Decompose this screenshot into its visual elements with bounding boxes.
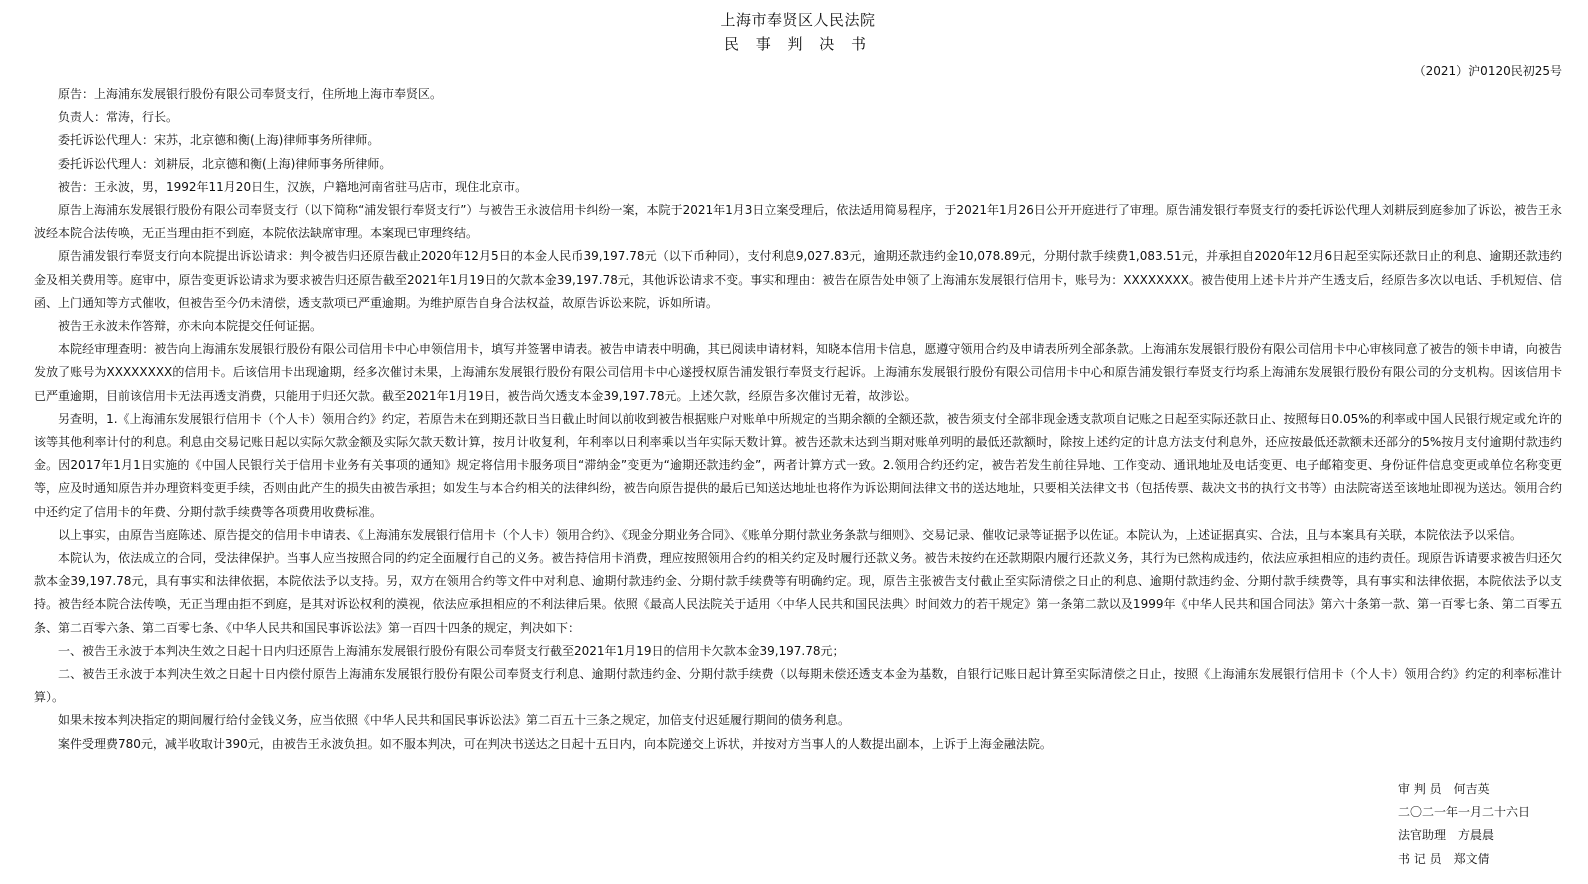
clerk-line: 书 记 员 郑文倩 (1397, 851, 1490, 866)
judge-assistant-line: 法官助理 方晨晨 (1397, 828, 1494, 843)
judge-line: 审 判 员 何吉英 (1397, 782, 1490, 796)
signature-block (1398, 778, 1530, 871)
further-findings-paragraph: 另查明，1.《上海浦东发展银行信用卡（个人卡）领用合约》约定，若原告未在到期还款日当日截止时间以前收到被告根据账户对账单中所规定的当期余额的全额还款，被告须支付全部非现金透支款项自记账之日起至实际还款日止、按照每日0.05%的利率或中国人民银行规定或允许的该等其他利率计付的利息。利息由交易记账日起以实际欠款金额及实际欠款天数计算，按月计收复利，年利率以日利率乘以当年实际天数计算。被告还款未达到当期对账单列明的最低还款额时，除按上述约定的计息方法支付利息外，还应按最低还款额未还部分的5%按月支付逾期付款违约金。因2017年1月1日实施的《中国人民银行关于信用卡业务有关事项的通知》规定将信用卡服务项目“滞纳金”变更为“逾期还款违约金”，两者计算方式一致。2.领用合约还约定，被告若发生前往异地、工作变动、通讯地址及电话变更、电子邮箱变更、身份证件信息变更或单位名称变更等，应及时通知原告并办理资料变更手续，否则由此产生的损失由被告承担；如发生与本合约相关的法律纠纷，被告向原告提供的最后已知送达地址也将作为诉讼期间法律文书的送达地址，只要相关法律文书（包括传票、裁决文书的执行文书等）由法院寄送至该地址即视为送达。领用合约中还约定了信用卡的年费、分期付款手续费等各项费用收费标准。 (34, 411, 1562, 519)
findings-paragraph: 本院经审理查明：被告向上海浦东发展银行股份有限公司信用卡中心申领信用卡，填写并签署申请表。被告申请表中明确，其已阅读申请材料，知晓本信用卡信息，愿遵守领用合约及申请表所列全部条款。上海浦东发展银行股份有限公司信用卡中心审核同意了被告的领卡申请，向被告发放了账号为XXXXXXXX的信用卡。后该信用卡出现逾期，经多次催讨未果，上海浦东发展银行股份有限公司信用卡中心遂授权原告浦发银行奉贤支行起诉。上海浦东发展银行股份有限公司信用卡中心和原告浦发银行奉贤支行均系上海浦东发展银行股份有限公司的分支机构。因该信用卡已严重逾期，目前该信用卡无法再透支消费，只能用于归还欠款。截至2021年1月19日，被告尚欠透支本金39,197.78元。上述欠款，经原告多次催讨无着，故涉讼。 (34, 342, 1562, 403)
defendant-paragraph: 被告：王永波，男，1992年11月20日生，汉族，户籍地河南省驻马店市，现住北京市。 (58, 179, 528, 194)
case-number: （2021）沪0120民初25号 (1413, 64, 1562, 78)
agent-paragraph: 委托诉讼代理人：刘耕辰，北京德和衡(上海)律师事务所律师。 (58, 156, 392, 171)
court-opinion-paragraph: 本院认为，依法成立的合同，受法律保护。当事人应当按照合同的约定全面履行自己的义务。被告持信用卡消费，理应按照领用合约的相关约定及时履行还款义务。被告未按约在还款期限内履行还款义务，其行为已然构成违约，依法应承担相应的违约责任。现原告诉请要求被告归还欠款本金39,197.78元，具有事实和法律依据，本院依法予以支持。另，双方在领用合约等文件中对利息、逾期付款违约金、分期付款手续费等有明确约定。现，原告主张被告支付截止至实际清偿之日止的利息、逾期付款违约金、分期付款手续费等，具有事实和法律依据，本院依法予以支持。被告经本院合法传唤，无正当理由拒不到庭，是其对诉讼权利的漠视，依法应承担相应的不利法律后果。依照《最高人民法院关于适用〈中华人民共和国民法典〉时间效力的若干规定》第一条第二款以及1999年《中华人民共和国合同法》第六十条第一款、第一百零七条、第二百零五条、第二百零六条、第二百零七条、《中华人民共和国民事诉讼法》第一百四十四条的规定，判决如下： (34, 551, 1562, 635)
late-performance-paragraph: 如果未按本判决指定的期间履行给付金钱义务，应当依照《中华人民共和国民事诉讼法》第二百五十三条之规定，加倍支付迟延履行期间的债务利息。 (58, 713, 851, 728)
fee-appeal-paragraph: 案件受理费780元，减半收取计390元，由被告王永波负担。如不服本判决，可在判决书送达之日起十五日内，向本院递交上诉状，并按对方当事人的人数提出副本，上诉于上海金融法院。 (58, 736, 1052, 751)
judgment-date: 二〇二一年一月二十六日 (1397, 805, 1530, 820)
judgment-item: 一、被告王永波于本判决生效之日起十日内归还原告上海浦东发展银行股份有限公司奉贤支行截至2021年1月19日的信用卡欠款本金39,197.78元； (58, 643, 845, 658)
defense-paragraph: 被告王永波未作答辩，亦未向本院提交任何证据。 (58, 319, 323, 334)
document-type-title: 民 事 判 决 书 (723, 35, 873, 53)
judgment-item: 二、被告王永波于本判决生效之日起十日内偿付原告上海浦东发展银行股份有限公司奉贤支行利息、逾期付款违约金、分期付款手续费（以每期未偿还透支本金为基数，自银行记账日起计算至实际清偿之日止，按照《上海浦东发展银行信用卡（个人卡）领用合约》约定的利率标准计算）。 (34, 667, 1562, 705)
judgment-body (34, 83, 1562, 756)
procedure-paragraph: 原告上海浦东发展银行股份有限公司奉贤支行（以下简称“浦发银行奉贤支行”）与被告王永波信用卡纠纷一案，本院于2021年1月3日立案受理后，依法适用简易程序，于2021年1月26日公开开庭进行了审理。原告浦发银行奉贤支行的委托诉讼代理人刘耕辰到庭参加了诉讼，被告王永波经本院合法传唤，无正当理由拒不到庭，本院依法缺席审理。本案现已审理终结。 (34, 203, 1562, 241)
agent-paragraph: 委托诉讼代理人：宋苏，北京德和衡(上海)律师事务所律师。 (58, 133, 380, 148)
plaintiff-paragraph: 原告：上海浦东发展银行股份有限公司奉贤支行，住所地上海市奉贤区。 (58, 87, 443, 101)
responsible-person-paragraph: 负责人：常涛，行长。 (58, 110, 179, 125)
court-name: 上海市奉贤区人民法院 (720, 11, 876, 29)
evidence-paragraph: 以上事实，由原告当庭陈述、原告提交的信用卡申请表、《上海浦东发展银行信用卡（个人卡）领用合约》、《现金分期业务合同》、《账单分期付款业务条款与细则》、交易记录、催收记录等证据予以佐证。本院认为，上述证据真实、合法，且与本案具有关联，本院依法予以采信。 (58, 527, 1523, 542)
claims-paragraph: 原告浦发银行奉贤支行向本院提出诉讼请求：判令被告归还原告截止2020年12月5日的本金人民币39,197.78元（以下币种同），支付利息9,027.83元，逾期还款违约金10,078.89元，分期付款手续费1,083.51元，并承担自2020年12月6日起至实际还款日止的利息、逾期还款违约金及相关费用等。庭审中，原告变更诉讼请求为要求被告归还原告截至2021年1月19日的欠款本金39,197.78元，其他诉讼请求不变。事实和理由：被告在原告处申领了上海浦东发展银行信用卡，账号为：XXXXXXXX。被告使用上述卡片并产生透支后，经原告多次以电话、手机短信、信函、上门通知等方式催收，但被告至今仍未清偿，透支款项已严重逾期。为维护原告自身合法权益，故原告诉讼来院，诉如所请。 (34, 249, 1562, 310)
